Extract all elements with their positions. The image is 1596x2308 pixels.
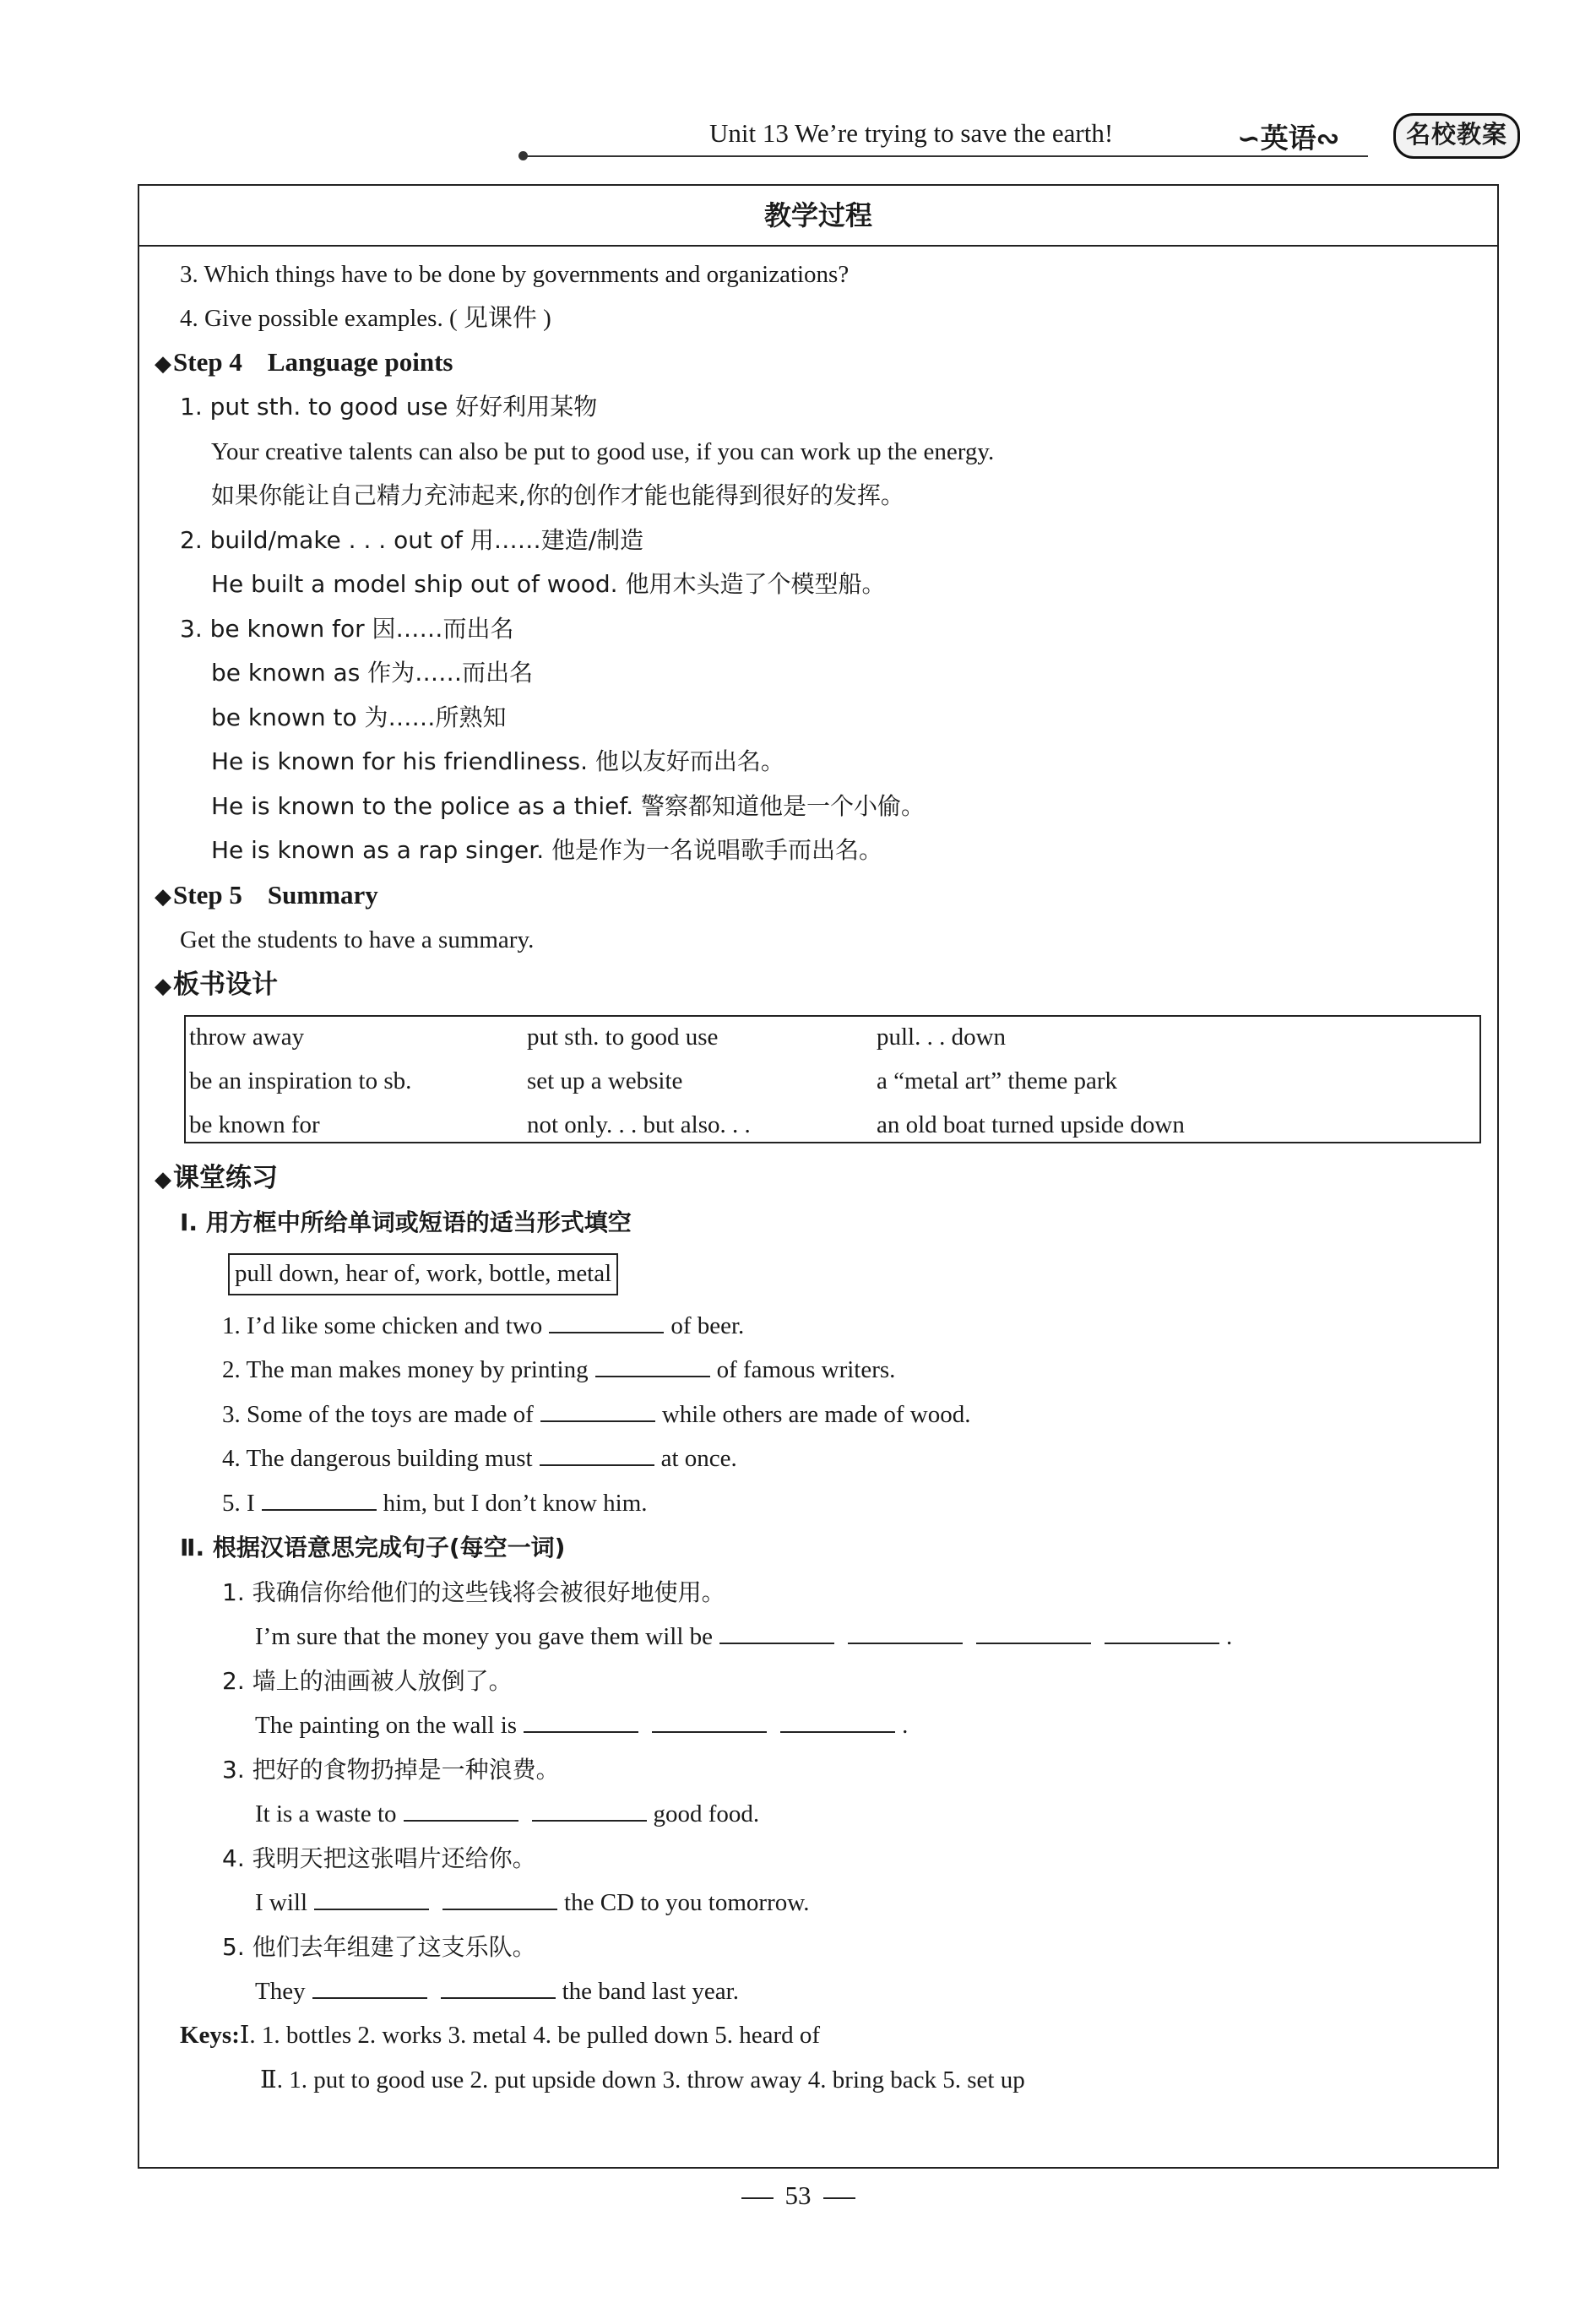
step5-heading — [155, 878, 378, 914]
step4-point-3: 3. be known for 因……而出名 — [180, 615, 514, 643]
page-number-row — [0, 2180, 1596, 2211]
answer-blank[interactable] — [532, 1798, 647, 1822]
part1-item-3 — [222, 1398, 970, 1431]
item-text: good food. — [653, 1800, 760, 1827]
answer-blank[interactable] — [652, 1709, 767, 1733]
step5-text: Get the students to have a summary. — [180, 926, 535, 953]
board-title: 板书设计 — [173, 969, 278, 1000]
step4-example-2: He built a model ship out of wood. 他用木头造了个模型船。 — [211, 570, 886, 598]
board-cell: put sth. to good use — [527, 1024, 719, 1051]
answer-blank[interactable] — [719, 1621, 834, 1644]
item-text: while others are made of wood. — [661, 1401, 971, 1428]
board-heading — [155, 968, 278, 1003]
item-text: I’m sure that the money you gave them will be — [255, 1623, 713, 1650]
answer-blank[interactable] — [524, 1709, 638, 1733]
keys-line-1 — [180, 2018, 820, 2052]
answer-blank[interactable] — [262, 1487, 377, 1511]
part2-item-5-zh: 5. 他们去年组建了这支乐队。 — [222, 1933, 536, 1961]
diamond-bullet-icon: ◆ — [155, 351, 171, 377]
item-text: They — [255, 1978, 306, 2005]
answer-blank[interactable] — [976, 1621, 1091, 1644]
diamond-bullet-icon: ◆ — [155, 884, 171, 910]
practice-heading — [155, 1161, 278, 1197]
part1-item-5 — [222, 1486, 648, 1520]
practice-title: 课堂练习 — [173, 1163, 278, 1193]
part1-title: Ⅰ. 用方框中所给单词或短语的适当形式填空 — [180, 1208, 632, 1236]
part2-title: Ⅱ. 根据汉语意思完成句子(每空一词) — [180, 1534, 566, 1561]
step5-label: Step 5 — [173, 880, 242, 910]
intro-question-3: 3. Which things have to be done by governments and organizations? — [180, 261, 850, 288]
item-text: of famous writers. — [716, 1356, 896, 1383]
part1-item-1 — [222, 1309, 744, 1343]
keys-part1: Ⅰ. 1. bottles 2. works 3. metal 4. be pulled down 5. heard of — [239, 2022, 821, 2049]
step4-label: Step 4 — [173, 347, 242, 377]
part2-item-3-zh: 3. 把好的食物扔掉是一种浪费。 — [222, 1756, 560, 1784]
board-cell: pull. . . down — [877, 1024, 1007, 1051]
step5-title: Summary — [267, 880, 378, 910]
answer-blank[interactable] — [540, 1442, 654, 1466]
step4-point-2: 2. build/make . . . out of 用……建造/制造 — [180, 526, 644, 554]
board-cell: not only. . . but also. . . — [527, 1111, 751, 1138]
answer-blank[interactable] — [1105, 1621, 1219, 1644]
header-subject: ∽英语∾ — [1237, 122, 1340, 155]
page-dash — [823, 2197, 855, 2199]
item-text: 2. The man makes money by printing — [222, 1356, 589, 1383]
part2-item-4 — [255, 1886, 810, 1920]
answer-blank[interactable] — [595, 1354, 710, 1377]
part1-item-4 — [222, 1442, 737, 1475]
part2-item-3 — [255, 1797, 759, 1831]
step4-example-1: Your creative talents can also be put to good use, if you can work up the energy. — [211, 438, 995, 465]
item-text: I will — [255, 1889, 308, 1916]
board-cell: set up a website — [527, 1067, 683, 1094]
item-text: 3. Some of the toys are made of — [222, 1401, 534, 1428]
answer-blank[interactable] — [314, 1887, 429, 1910]
board-design-box — [184, 1015, 1481, 1143]
word-box: pull down, hear of, work, bottle, metal — [228, 1253, 618, 1295]
part2-item-2-zh: 2. 墙上的油画被人放倒了。 — [222, 1667, 513, 1695]
board-cell: a “metal art” theme park — [877, 1067, 1118, 1094]
diamond-bullet-icon: ◆ — [155, 974, 171, 999]
item-text: 4. The dangerous building must — [222, 1445, 533, 1472]
diamond-bullet-icon: ◆ — [155, 1167, 171, 1192]
step4-title: Language points — [267, 347, 453, 377]
board-cell: an old boat turned upside down — [877, 1111, 1185, 1138]
step4-example-1-translation: 如果你能让自己精力充沛起来,你的创作才能也能得到很好的发挥。 — [211, 481, 904, 509]
answer-blank[interactable] — [540, 1398, 655, 1422]
step4-point-1: 1. put sth. to good use 好好利用某物 — [180, 393, 598, 421]
answer-blank[interactable] — [442, 1887, 557, 1910]
page-number: 53 — [784, 2180, 812, 2210]
item-text: . — [1226, 1623, 1233, 1650]
keys-part2: Ⅱ. 1. put to good use 2. put upside down 3. throw away 4. bring back 5. set up — [260, 2066, 1025, 2093]
item-text: at once. — [660, 1445, 737, 1472]
item-text: the CD to you tomorrow. — [564, 1889, 810, 1916]
board-cell: be an inspiration to sb. — [189, 1067, 412, 1094]
page-dash — [741, 2197, 774, 2199]
item-text: The painting on the wall is — [255, 1712, 518, 1739]
board-cell: throw away — [189, 1024, 305, 1051]
page-header — [524, 118, 1528, 162]
item-text: him, but I don’t know him. — [383, 1490, 648, 1517]
part2-item-5 — [255, 1974, 739, 2008]
step4-heading — [155, 345, 453, 381]
part1-item-2 — [222, 1353, 895, 1387]
answer-blank[interactable] — [312, 1975, 427, 1999]
step4-example-3b: He is known to the police as a thief. 警察都知道他是一个小偷。 — [211, 792, 925, 820]
frame-title: 教学过程 — [139, 186, 1497, 247]
answer-blank[interactable] — [549, 1310, 664, 1333]
part2-item-1-zh: 1. 我确信你给他们的这些钱将会被很好地使用。 — [222, 1578, 725, 1606]
keys-label: Keys: — [180, 2022, 240, 2049]
answer-blank[interactable] — [441, 1975, 556, 1999]
step4-point-3c: be known to 为……所熟知 — [211, 703, 507, 731]
header-badge: 名校教案 — [1393, 113, 1520, 159]
answer-blank[interactable] — [780, 1709, 895, 1733]
part2-item-4-zh: 4. 我明天把这张唱片还给你。 — [222, 1844, 536, 1872]
step4-point-3b: be known as 作为……而出名 — [211, 659, 534, 687]
item-text: It is a waste to — [255, 1800, 397, 1827]
part2-item-2 — [255, 1708, 908, 1742]
answer-blank[interactable] — [848, 1621, 963, 1644]
item-text: 1. I’d like some chicken and two — [222, 1312, 543, 1339]
item-text: 5. I — [222, 1490, 255, 1517]
item-text: of beer. — [670, 1312, 745, 1339]
item-text: . — [902, 1712, 909, 1739]
answer-blank[interactable] — [404, 1798, 518, 1822]
step4-example-3c: He is known as a rap singer. 他是作为一名说唱歌手而出名。 — [211, 836, 882, 864]
item-text: the band last year. — [562, 1978, 739, 2005]
part2-item-1 — [255, 1620, 1232, 1654]
board-cell: be known for — [189, 1111, 320, 1138]
header-unit-title: Unit 13 We’re trying to save the earth! — [709, 118, 1114, 148]
step4-example-3a: He is known for his friendliness. 他以友好而出名。 — [211, 747, 784, 775]
intro-question-4: 4. Give possible examples. ( 见课件 ) — [180, 305, 551, 332]
